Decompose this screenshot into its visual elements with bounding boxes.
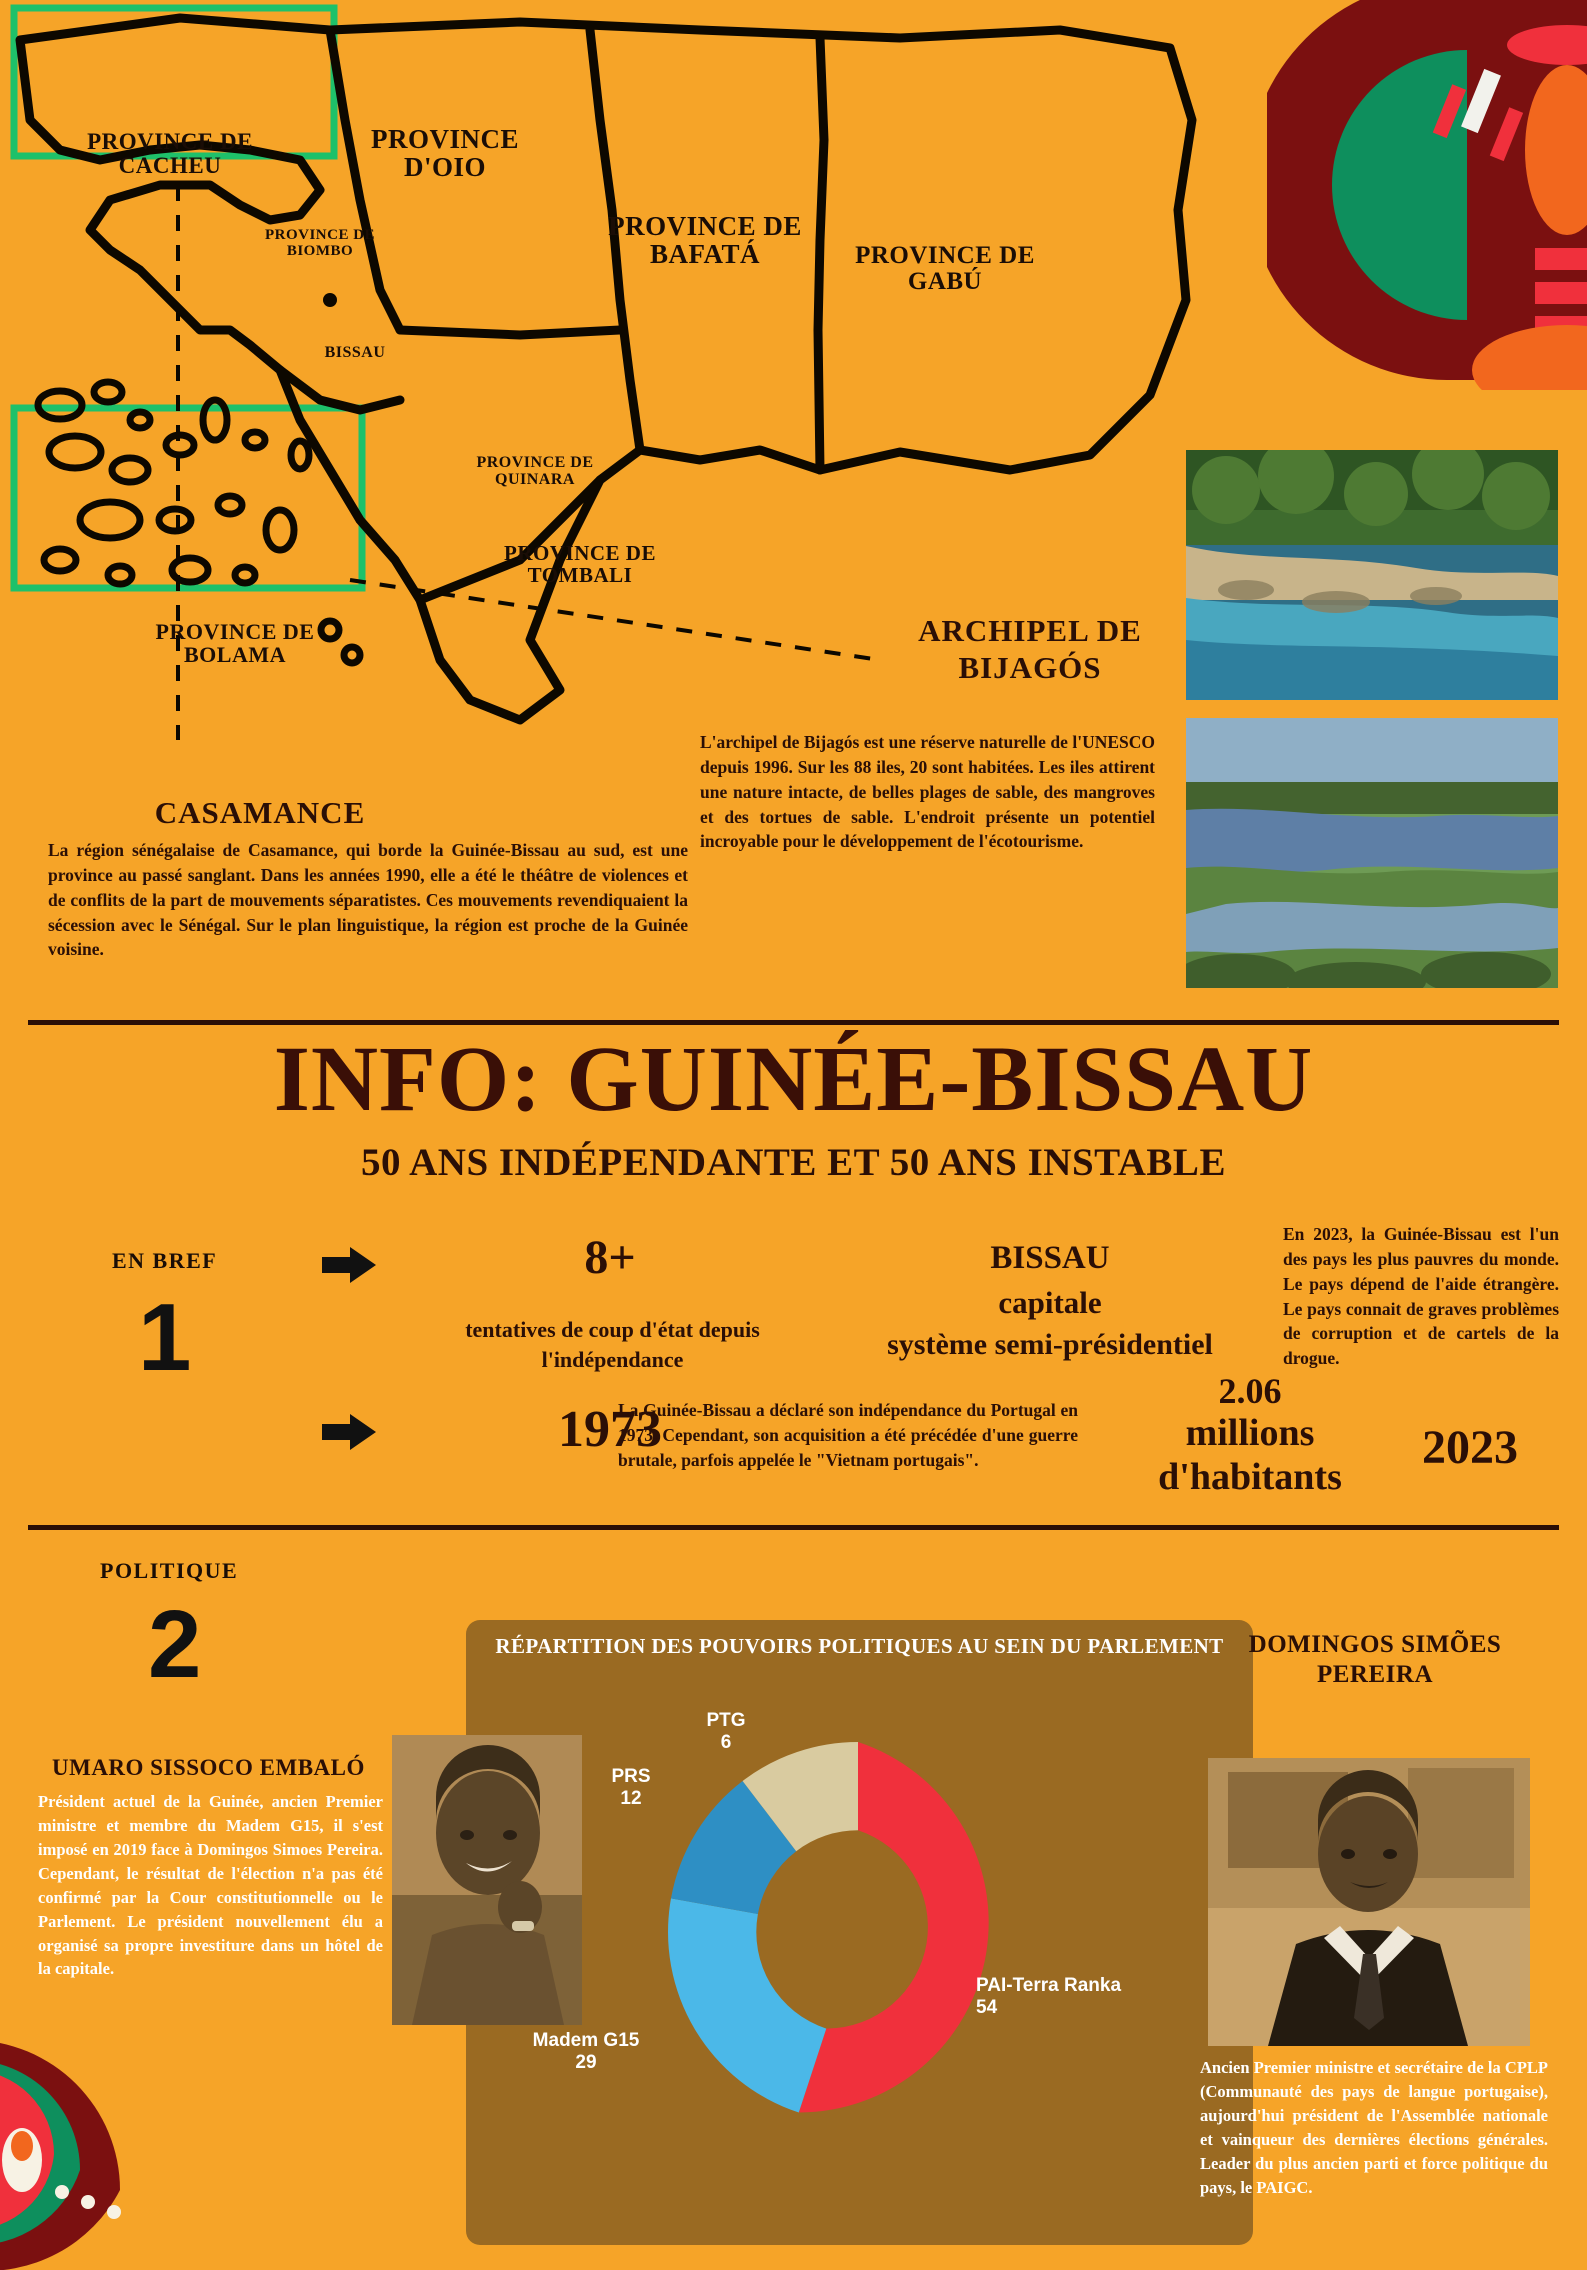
photo-beach [1186, 450, 1558, 700]
casamance-paragraph: La région sénégalaise de Casamance, qui borde la Guinée-Bissau au sud, est une province au passé sanglant. Dans les années 1990, elle a été le théâtre de violences et de conflits de la part de mouvements séparatistes. Ces mouvements revendiquaient la sécession avec le Sénégal. Sur le plan linguistique, la région est proche de la Guinée voisine. [48, 840, 688, 960]
divider-middle [28, 1525, 1559, 1530]
label-madem-g15: Madem G15 29 [532, 2030, 640, 2073]
divider-top [28, 1020, 1559, 1025]
map-label-5: PROVINCE DE GABÚ [855, 242, 1035, 296]
population-unit: millions d'habitants [1158, 1412, 1342, 1498]
coups-text: tentatives de coup d'état depuis l'indépendance [465, 1317, 760, 1372]
label-pai-terra-ranka: PAI-Terra Ranka 54 [976, 1975, 1122, 2018]
capital-word: capitale [998, 1285, 1102, 1320]
parliament-chart-card [466, 1620, 1253, 2245]
right-person-bio: Ancien Premier ministre et secrétaire de la CPLP (Communauté des pays de langue portugaise), aujourd'hui président de l'Assemblée nationale et vainqueur des dernières élections générales. Leader du plus ancien parti et force politique du pays, le PAIGC. [1200, 2058, 1548, 2197]
population-number: 2.06 [1218, 1371, 1282, 1411]
chart-title: RÉPARTITION DES POUVOIRS POLITIQUES AU SEIN DU PARLEMENT [495, 1634, 1224, 1658]
map-label-1: PROVINCE D'OIO [370, 124, 519, 183]
section-number-2: 2 [148, 1591, 202, 1698]
section-number-1: 1 [138, 1284, 192, 1391]
coups-number: 8+ [584, 1231, 636, 1284]
page-title: INFO: GUINÉE-BISSAU [273, 1028, 1314, 1131]
right-person-name: DOMINGOS SIMÕES PEREIRA [1248, 1631, 1502, 1688]
map-label-8: PROVINCE DE BOLAMA [155, 619, 315, 668]
year-2023: 2023 [1422, 1421, 1518, 1474]
independence-text: La Guinée-Bissau a déclaré son indépendance du Portugal en 1973. Cependant, son acquisition a été précédée d'une guerre brutale, parfois appelée le "Vietnam portugais". [618, 1400, 1078, 1470]
label-ptg: PTG 6 [706, 1710, 746, 1753]
map-label-3: BISSAU [324, 344, 386, 361]
label-prs: PRS 12 [611, 1766, 651, 1809]
casamance-heading: CASAMANCE [154, 795, 366, 830]
poverty-text: En 2023, la Guinée-Bissau est l'un des pays les plus pauvres du monde. Le pays dépend de l'aide étrangère. Le pays connait de graves problèmes de corruption et de cartels de la drogue. [1283, 1224, 1559, 1369]
map-label-7: PROVINCE DE TOMBALI [504, 541, 656, 588]
section-label-en-bref: EN BREF [112, 1248, 218, 1273]
tribal-mask-decoration-bottom [0, 2040, 200, 2270]
political-system: système semi-présidentiel [887, 1328, 1213, 1361]
photo-mangroves [1186, 718, 1558, 988]
tribal-mask-decoration [1267, 0, 1587, 390]
archipel-paragraph: L'archipel de Bijagós est une réserve naturelle de l'UNESCO depuis 1996. Sur les 88 iles, 20 sont habitées. Les iles attirent une nature intacte, de belles plages de sable, des mangroves et des tortues de sable. L'endroit présente un potentiel incroyable pour le développement de l'écotourisme. [700, 732, 1155, 852]
photo-domingos-simoes-pereira [1208, 1758, 1530, 2046]
arrow-icon-2 [322, 1412, 376, 1452]
photo-umaro-sissoco-embalo [392, 1735, 582, 2025]
left-person-bio: Président actuel de la Guinée, ancien Premier ministre et membre du Madem G15, il s'est imposé en 2019 face à Domingos Simoes Pereira. Cependant, le résultat de l'élection n'a pas été confirmé par la Cour constitutionnelle ou le Parlement. Le président nouvellement élu a organisé sa propre investiture dans un hôtel de la capitale. [38, 1792, 383, 1979]
independence-year: 1973 [558, 1401, 662, 1458]
map-label-6: PROVINCE DE QUINARA [476, 454, 594, 488]
parliament-donut-chart[interactable] [618, 1702, 1098, 2162]
left-person-name: UMARO SISSOCO EMBALÓ [52, 1755, 365, 1780]
page-subtitle: 50 ANS INDÉPENDANTE ET 50 ANS INSTABLE [361, 1141, 1226, 1184]
map-label-4: PROVINCE DE BAFATÁ [608, 211, 802, 270]
map-section [0, 0, 1587, 1020]
arrow-icon-1 [322, 1245, 376, 1285]
bissau-dot [323, 293, 337, 307]
map-label-0: PROVINCE DE CACHEU [87, 129, 253, 179]
archipel-heading: ARCHIPEL DE BIJAGÓS [918, 613, 1142, 686]
slice-madem-g15 [668, 1898, 826, 2112]
section-label-politique: POLITIQUE [100, 1558, 239, 1583]
map-label-2: PROVINCE DE BIOMBO [264, 227, 376, 259]
capital-name: BISSAU [990, 1240, 1110, 1276]
